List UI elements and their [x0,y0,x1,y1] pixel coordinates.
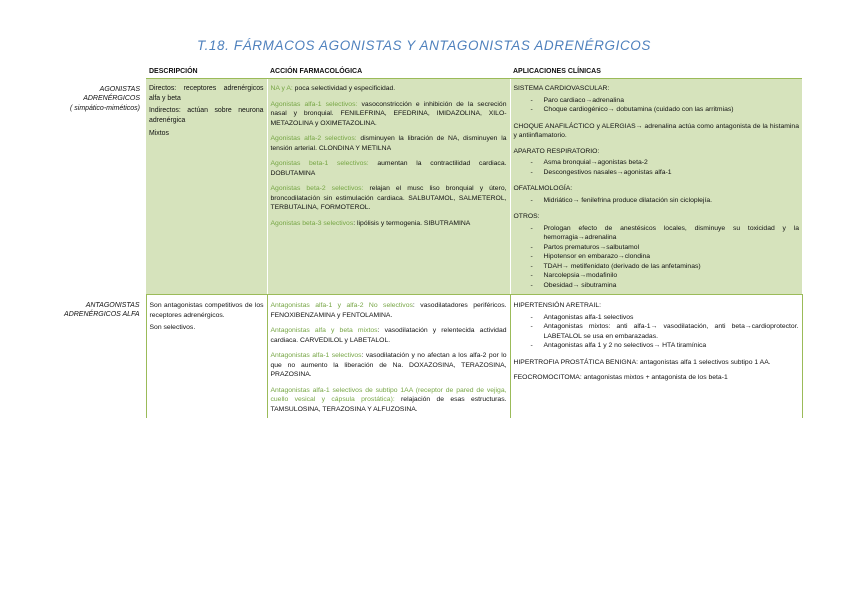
accion-item: Agonistas beta-1 selectivos: aumentan la contractilidad cardiaca. DOBUTAMINA [270,160,507,177]
accion-item: Agonistas alfa-1 selectivos: vasoconstricción e inhibición de la secreción nasal y bronquial. FENILEFRINA, EFEDRINA, IMIDAZOLINA, XILO-METAZOLINA y OXIMETAZOLINA. [270,100,507,127]
oft-list [514,196,800,206]
accion-item: NA y A: poca selectividad y especificidad. [270,85,396,92]
agonistas-row [40,79,802,295]
resp-list [514,158,800,177]
cardio-list [514,96,800,115]
list-item: - Asma bronquial→agonistas beta-2 [544,158,800,168]
accion-item: Agonistas alfa-2 selectivos: disminuyen la libración de NA, disminuyen la tensión arterial. CLONDINA Y METILNA [270,135,507,152]
accion-item: Antagonistas alfa y beta mixtos: vasodilatación y relentecida actividad cardiaca. CARVEDILOL y LABETALOL. [270,327,507,344]
feocromocitoma-text: FEOCROMOCITOMA: antagonistas mixtos + antagonista de los beta-1 [513,374,728,381]
list-item: - Antagonistas alfa 1 y 2 no selectivos→ HTA tiramínica [544,341,799,351]
list-item: - Midriático→ fenilefrina produce dilatación sin cicloplejía. [544,196,800,206]
section-title: HIPERTENSIÓN ARETRAIL: [513,302,601,309]
list-item: - Paro cardiaco→adrenalina [544,96,800,106]
agonistas-aplicaciones [510,79,802,295]
list-item: - Partos prematuros→salbutamol [544,243,800,253]
accion-item: Antagonistas alfa-1 y alfa-2 No selectivos: vasodilatadores periféricos. FENOXIBENZAMINA y FENTOLAMINA. [270,302,507,319]
antagonistas-row-label: ANTAGONISTAS ADRENÉRGICOS ALFA [64,301,140,318]
accion-item: Antagonistas alfa-1 selectivos de subtipo 1AA (receptor de pared de vejiga, cuello vesical y cápsula prostática): relajación de esas estructuras. TAMSULOSINA, TERAZOSINA Y ALFUZOSINA. [270,386,507,413]
list-item: - Prologan efecto de anestésicos locales, disminuye su toxicidad y la hemorragia→adrenalina [544,224,800,243]
header-accion: ACCIÓN FARMACOLÓGICA [267,66,510,79]
list-item: - Descongestivos nasales→agonistas alfa-1 [544,168,800,178]
antagonistas-descripcion: Son antagonistas competitivos de los receptores adrenérgicos. Son selectivos. [146,295,267,419]
antagonistas-aplicaciones [510,295,802,419]
agonistas-descripcion: Directos: receptores adrenérgicos alfa y beta Indirectos: actúan sobre neurona adrenérgica Mixtos [146,79,267,295]
hiperplasia-text: HIPERTROFIA PROSTÁTICA BENIGNA: antagonistas alfa 1 selectivos subtipo 1 AA. [513,358,771,366]
header-aplicaciones: APLICACIONES CLÍNICAS [510,66,802,79]
antagonistas-accion [267,295,510,419]
hta-list [514,313,799,351]
agonistas-accion [267,79,510,295]
agonistas-row-label: AGONISTAS ADRENÉRGICOS ( simpático-miméticos) [69,85,140,112]
section-title: SISTEMA CARDIOVASCULAR: [513,85,610,92]
section-title: OFATALMOLOGÍA: [513,185,573,192]
accion-item: Agonistas beta-3 selectivos: lipólisis y termogenia. SIBUTRAMINA [270,219,471,227]
accion-item: Antagonistas alfa-1 selectivos: vasodilatación y no afectan a los alfa-2 por lo que no aumento la liberación de Na. DOXAZOSINA, TERAZOSINA, PRAZOSINA. [270,352,507,378]
section-title: APARATO RESPIRATORIO: [513,147,600,155]
list-item: - Narcolepsia→modafinilo [544,271,800,281]
list-item: - Hipotensor en embarazo→clondina [544,252,800,262]
header-descripcion: DESCRIPCIÓN [146,66,267,79]
drug-table [40,66,803,418]
page-title: T.18. FÁRMACOS AGONISTAS Y ANTAGONISTAS ADRENÉRGICOS [196,38,652,53]
antagonistas-row [40,295,802,419]
list-item: - Choque cardiogénico→ dobutamina (cuidado con las arritmias) [544,105,800,115]
list-item: - TDAH→ metilfenidato (derivado de las anfetaminas) [544,262,800,272]
accion-item: Agonistas beta-2 selectivos: relajan el musc liso bronquial y útero, broncodilatación sin estimulación cardiaca. SALBUTAMOL, SALMETEROL, TERBUTALINA, FORMOTEROL. [270,185,507,211]
list-item: - Obesidad→ sibutramina [544,281,800,291]
list-item: - Antagonistas alfa-1 selectivos [544,313,799,323]
section-title: OTROS: [513,213,540,220]
otros-list [514,224,800,291]
header-row [40,66,802,79]
list-item: - Antagonistas mixtos: anti alfa-1→ vasodilatación, anti beta→cardioprotector. LABETALOL se usa en embarazadas. [544,322,799,341]
choque-text: CHOQUE ANAFILÁCTICO y ALERGIAS→ adrenalina actúa como antagonista de la histamina y antiinflamatorio. [513,122,799,139]
